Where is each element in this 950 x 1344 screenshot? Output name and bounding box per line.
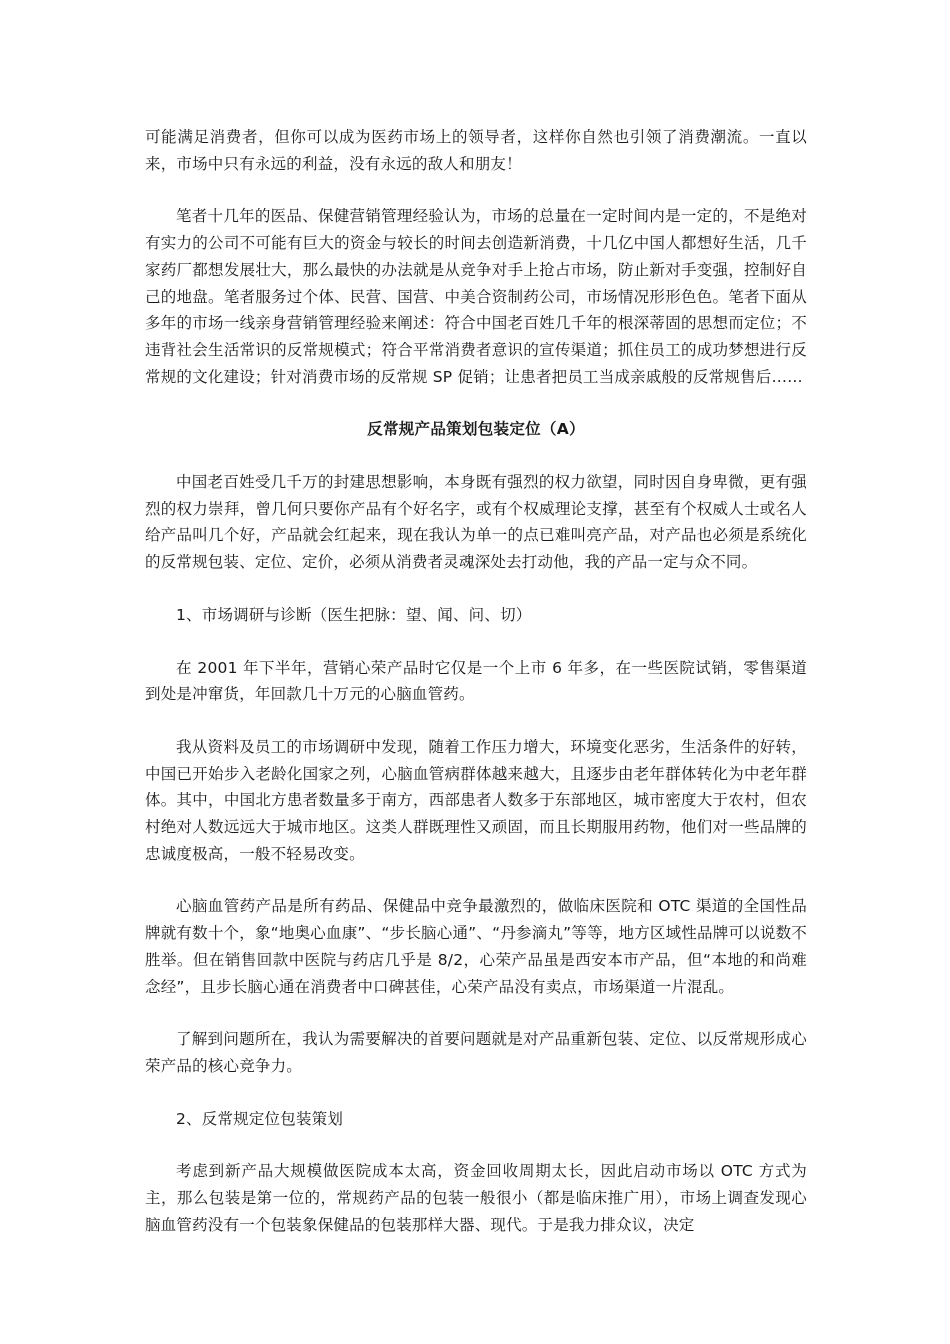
section-heading: 反常规产品策划包装定位（A） (367, 420, 585, 439)
subheading-positioning: 2、反常规定位包装策划 (176, 1109, 344, 1128)
paragraph-core-problem: 了解到问题所在，我认为需要解决的首要问题就是对产品重新包装、定位、以反常规形成心荣产品的核心竞争力。 (145, 1030, 807, 1075)
paragraph-competition: 心脑血管药产品是所有药品、保健品中竞争最激烈的，做临床医院和 OTC 渠道的全国性品牌就有数十个，象“地奥心血康”、“步长脑心通”、“丹参滴丸”等等，地方区域性品牌可以说数不胜举。但在销售回款中医院与药店几乎是 8/2，心荣产品虽是西安本市产品，但“本地的和尚难念经”，且步长脑心通在消费者中口碑甚佳，心荣产品没有卖点，市场渠道一片混乱。 (145, 897, 807, 996)
paragraph-chinese-consumers: 中国老百姓受几千万的封建思想影响，本身既有强烈的权力欲望，同时因自身卑微，更有强烈的权力崇拜，曾几何只要你产品有个好名字，或有个权威理论支撑，甚至有个权威人士或名人给产品叫几个好，产品就会红起来，现在我认为单一的点已难叫亮产品，对产品也必须是系统化的反常规包装、定位、定价，必须从消费者灵魂深处去打动他，我的产品一定与众不同。 (145, 473, 807, 572)
paragraph-research-findings: 我从资料及员工的市场调研中发现，随着工作压力增大，环境变化恶劣，生活条件的好转，中国已开始步入老龄化国家之列，心脑血管病群体越来越大，且逐步由老年群体转化为中老年群体。其中，中国北方患者数量多于南方，西部患者人数多于东部地区，城市密度大于农村，但农村绝对人数远远大于城市地区。这类人群既理性又顽固，而且长期服用药物，他们对一些品牌的忠诚度极高，一般不轻易改变。 (145, 737, 807, 863)
paragraph-intro-continuation: 可能满足消费者，但你可以成为医药市场上的领导者，这样你自然也引领了消费潮流。一直以来，市场中只有永远的利益，没有永远的敌人和朋友！ (145, 128, 807, 173)
document-page (145, 124, 807, 1239)
paragraph-packaging: 考虑到新产品大规模做医院成本太高，资金回收周期太长，因此启动市场以 OTC 方式为主，那么包装是第一位的，常规药产品的包装一般很小（都是临床推广用），市场上调查发现心脑血管药没有一个包装象保健品的包装那样大器、现代。于是我力排众议，决定 (145, 1162, 807, 1234)
paragraph-2001: 在 2001 年下半年，营销心荣产品时它仅是一个上市 6 年多，在一些医院试销，零售渠道到处是冲窜货，年回款几十万元的心脑血管药。 (145, 658, 807, 704)
paragraph-author-experience: 笔者十几年的医品、保健营销管理经验认为，市场的总量在一定时间内是一定的，不是绝对有实力的公司不可能有巨大的资金与较长的时间去创造新消费，十几亿中国人都想好生活，几千家药厂都想发展壮大，那么最快的办法就是从竞争对手上抢占市场，防止新对手变强，控制好自己的地盘。笔者服务过个体、民营、国营、中美合资制药公司，市场情况形形色色。笔者下面从多年的市场一线亲身营销管理经验来阐述：符合中国老百姓几千年的根深蒂固的思想而定位；不违背社会生活常识的反常规模式；符合平常消费者意识的宣传渠道；抓住员工的成功梦想进行反常规的文化建设；针对消费市场的反常规 SP 促销；让患者把员工当成亲戚般的反常规售后…… (145, 207, 807, 386)
subheading-market-research: 1、市场调研与诊断（医生把脉：望、闻、问、切） (176, 605, 532, 624)
